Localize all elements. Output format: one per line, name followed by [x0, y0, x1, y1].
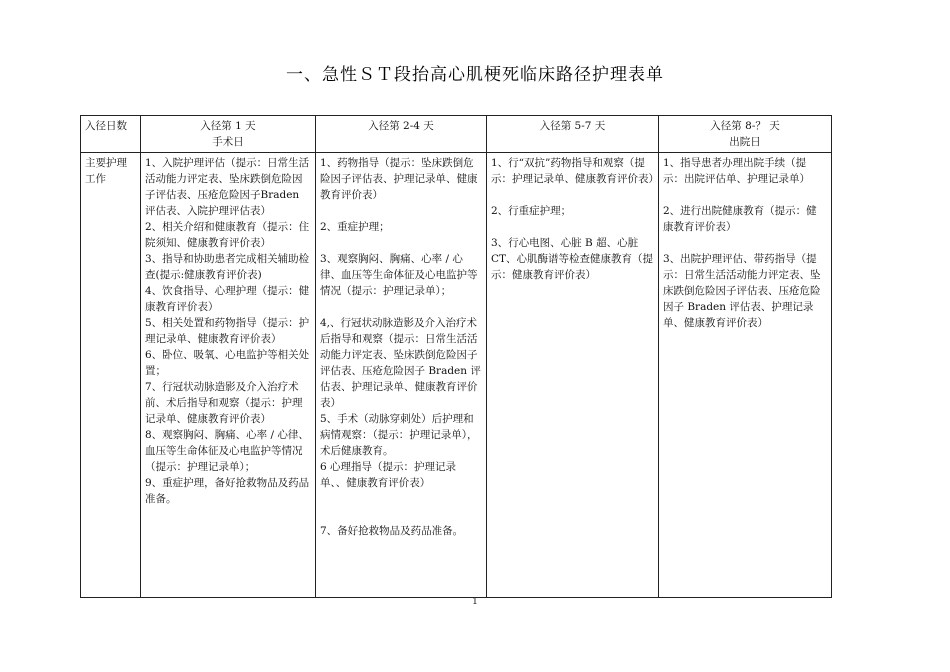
row-label-cell: [81, 153, 141, 598]
header-day-5-7: [487, 116, 659, 153]
list-item: 3、行心电图、心脏 B 超、心脏 CT、心肌酶谱等检查健康教育（提示：健康教育评价表）: [491, 237, 654, 281]
list-item: 5、手术（动脉穿刺处）后护理和病情观察：（提示：护理记录单），术后健康教育。: [320, 413, 478, 457]
header-day-text: 入径日数: [85, 120, 127, 132]
header-day-1-title: 入径第 1 天: [200, 120, 256, 132]
list-item: 6、卧位、吸氧、心电监护等相关处置；: [145, 349, 310, 377]
list-item: 7、行冠状动脉造影及介入治疗术前、术后指导和观察（提示：护理记录单、健康教育评价表）: [145, 381, 303, 425]
list-item: 1、行“双抗”药物指导和观察（提示：护理记录单、健康教育评价表）: [491, 157, 659, 185]
table-body-row: [81, 153, 832, 598]
discharge-day-tasks: [659, 153, 832, 598]
list-item: 7、备好抢救物品及药品准备。: [320, 525, 464, 537]
page-number: 1: [472, 597, 478, 607]
list-item: 1、药物指导（提示：坠床跌倒危险因子评估表、护理记录单、健康教育评价表）: [320, 157, 478, 201]
table-header-row: [81, 116, 832, 153]
list-item: 3、观察胸闷、胸痛、心率 / 心律、血压等生命体征及心电监护等情况（提示：护理记录单）；: [320, 253, 478, 297]
header-day-label: [81, 116, 141, 153]
list-item: 9、重症护理，备好抢救物品及药品准备。: [145, 477, 310, 505]
list-item: 3、指导和协助患者完成相关辅助检查(提示:健康教育评价表): [145, 253, 310, 281]
list-item: 6 心理指导（提示：护理记录单、、健康教育评价表）: [320, 461, 457, 489]
list-item: 2、相关介绍和健康教育（提示：住院须知、健康教育评价表）: [145, 221, 310, 249]
list-item: 2、进行出院健康教育（提示：健康教育评价表）: [663, 205, 817, 233]
list-item: 3、出院护理评估、带药指导（提示：日常生活活动能力评定表、坠床跌倒危险因子评估表、压疮危险因子 Braden 评估表、护理记录单、健康教育评价表）: [663, 253, 821, 329]
header-day-2-4: [316, 116, 487, 153]
list-item: 5、相关处置和药物指导（提示：护理记录单、健康教育评价表）: [145, 317, 310, 345]
header-day-8-discharge: [659, 116, 832, 153]
row-label: 主要护理工作: [85, 157, 127, 185]
header-day-2-4-title: 入径第 2-4 天: [368, 120, 434, 132]
day-2-4-tasks: [316, 153, 487, 598]
list-item: 2、重症护理；: [320, 221, 390, 233]
header-day-1-subtitle: 手术日: [212, 136, 244, 148]
list-item: 1、指导患者办理出院手续（提示：出院评估单、护理记录单）: [663, 157, 810, 185]
header-day-1: [141, 116, 316, 153]
header-day-8-title: 入径第 8-？ 天: [710, 120, 780, 132]
header-discharge-subtitle: 出院日: [729, 136, 761, 148]
header-day-5-7-title: 入径第 5-7 天: [539, 120, 606, 132]
list-item: 2、行重症护理；: [491, 205, 572, 217]
list-item: 8、观察胸闷、胸痛、心率 / 心律、血压等生命体征及心电监护等情况（提示：护理记录单）；: [145, 429, 309, 473]
day-5-7-tasks: [487, 153, 659, 598]
day-1-tasks: [141, 153, 316, 598]
list-item: 4,、行冠状动脉造影及介入治疗术后指导和观察（提示：日常生活活动能力评定表、坠床跌倒危险因子评估表、压疮危险因子 Braden 评估表、护理记录单、健康教育评价表）: [320, 317, 481, 409]
nursing-pathway-table: [80, 115, 832, 598]
document-title: 一、急性ＳＴ段抬高心肌梗死临床路径护理表单: [286, 65, 664, 85]
list-item: 1、入院护理评估（提示：日常生活活动能力评定表、坠床跌倒危险因子评估表、压疮危险因子Braden 评估表、入院护理评估表）: [145, 157, 310, 217]
list-item: 4、饮食指导、心理护理（提示：健康教育评价表）: [145, 285, 310, 313]
